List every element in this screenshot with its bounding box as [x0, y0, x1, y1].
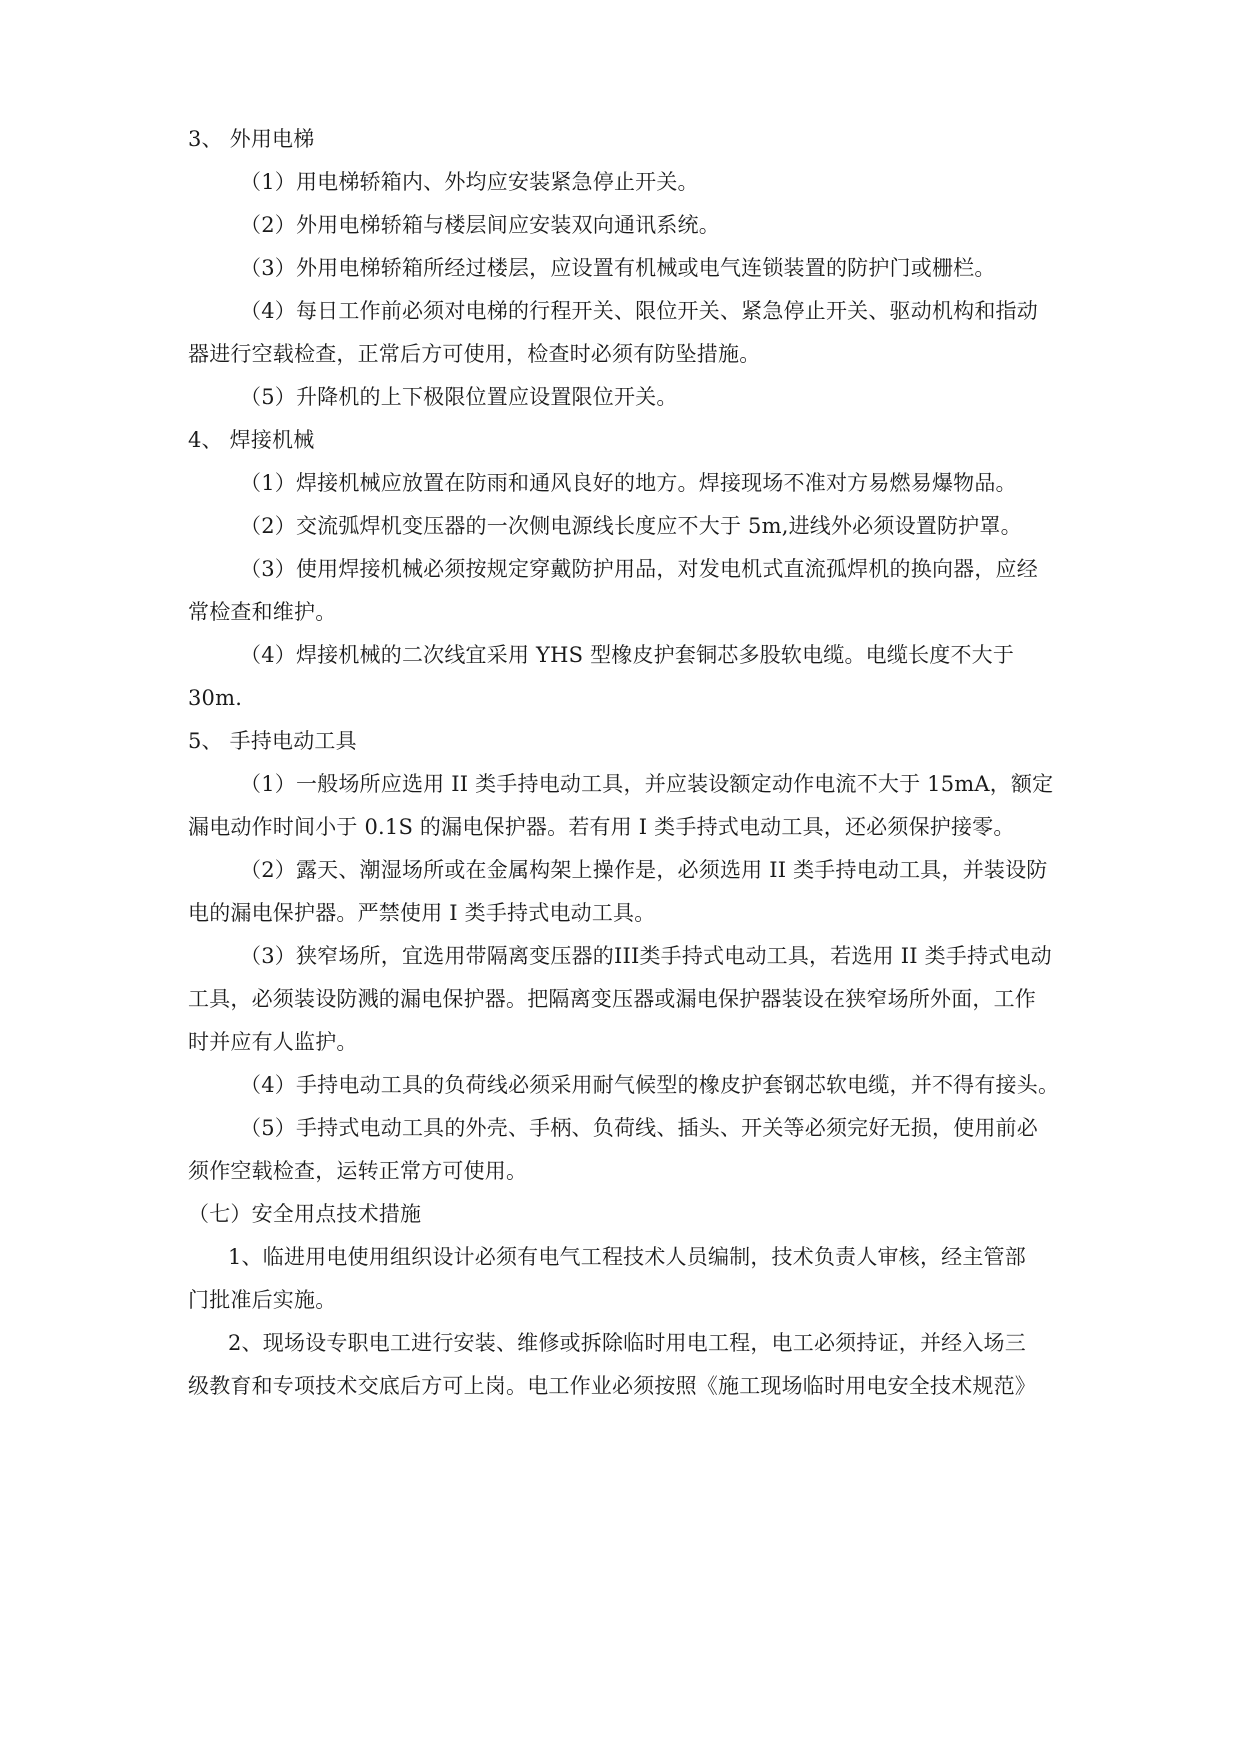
paragraph-line: 1、临进用电使用组织设计必须有电气工程技术人员编制，技术负责人审核，经主管部	[228, 1245, 1026, 1269]
paragraph-line: （4）每日工作前必须对电梯的行程开关、限位开关、紧急停止开关、驱动机构和指动	[240, 299, 1038, 323]
paragraph-line: （2）外用电梯轿箱与楼层间应安装双向通讯系统。	[240, 213, 720, 237]
paragraph-line: （3）外用电梯轿箱所经过楼层，应设置有机械或电气连锁装置的防护门或栅栏。	[240, 256, 996, 280]
paragraph-line: 须作空载检查，运转正常方可使用。	[188, 1159, 528, 1183]
paragraph-line: （2）露天、潮湿场所或在金属构架上操作是，必须选用 II 类手持电动工具，并装设防	[240, 858, 1048, 882]
paragraph-line: 常检查和维护。	[188, 600, 337, 624]
paragraph-line: 漏电动作时间小于 0.1S 的漏电保护器。若有用 I 类手持式电动工具，还必须保护接零。	[188, 815, 1015, 839]
paragraph-line: （3）使用焊接机械必须按规定穿戴防护用品，对发电机式直流孤焊机的换向器，应经	[240, 557, 1038, 581]
paragraph-line: 电的漏电保护器。严禁使用 I 类手持式电动工具。	[188, 901, 656, 925]
section-heading-5: 5、 手持电动工具	[188, 729, 357, 753]
paragraph-line: （1）一般场所应选用 II 类手持电动工具，并应装设额定动作电流不大于 15mA，额定	[240, 772, 1054, 796]
paragraph-line: （3）狭窄场所，宜选用带隔离变压器的III类手持式电动工具，若选用 II 类手持式电动	[240, 944, 1052, 968]
paragraph-line: （1）用电梯轿箱内、外均应安装紧急停止开关。	[240, 170, 699, 194]
paragraph-line: （2）交流弧焊机变压器的一次侧电源线长度应不大于 5m,进线外必须设置防护罩。	[240, 514, 1022, 538]
paragraph-line: 级教育和专项技术交底后方可上岗。电工作业必须按照《施工现场临时用电安全技术规范》	[188, 1374, 1036, 1398]
paragraph-line: 2、现场设专职电工进行安装、维修或拆除临时用电工程，电工必须持证，并经入场三	[228, 1331, 1026, 1355]
section-heading-4: 4、 焊接机械	[188, 428, 315, 452]
paragraph-line: （4）焊接机械的二次线宜采用 YHS 型橡皮护套铜芯多股软电缆。电缆长度不大于	[240, 643, 1015, 667]
paragraph-line: 30m.	[188, 686, 243, 710]
paragraph-line: （4）手持电动工具的负荷线必须采用耐气候型的橡皮护套钢芯软电缆，并不得有接头。	[240, 1073, 1060, 1097]
paragraph-line: （5）升降机的上下极限位置应设置限位开关。	[240, 385, 678, 409]
paragraph-line: 时并应有人监护。	[188, 1030, 358, 1054]
section-heading-3: 3、 外用电梯	[188, 127, 315, 151]
paragraph-line: 工具，必须装设防溅的漏电保护器。把隔离变压器或漏电保护器装设在狭窄场所外面，工作	[188, 987, 1036, 1011]
paragraph-line: 器进行空载检查，正常后方可使用，检查时必须有防坠措施。	[188, 342, 761, 366]
paragraph-line: 门批准后实施。	[188, 1288, 337, 1312]
section-heading-7: （七）安全用点技术措施	[188, 1202, 422, 1226]
paragraph-line: （1）焊接机械应放置在防雨和通风良好的地方。焊接现场不准对方易燃易爆物品。	[240, 471, 1017, 495]
paragraph-line: （5）手持式电动工具的外壳、手柄、负荷线、插头、开关等必须完好无损，使用前必	[240, 1116, 1038, 1140]
